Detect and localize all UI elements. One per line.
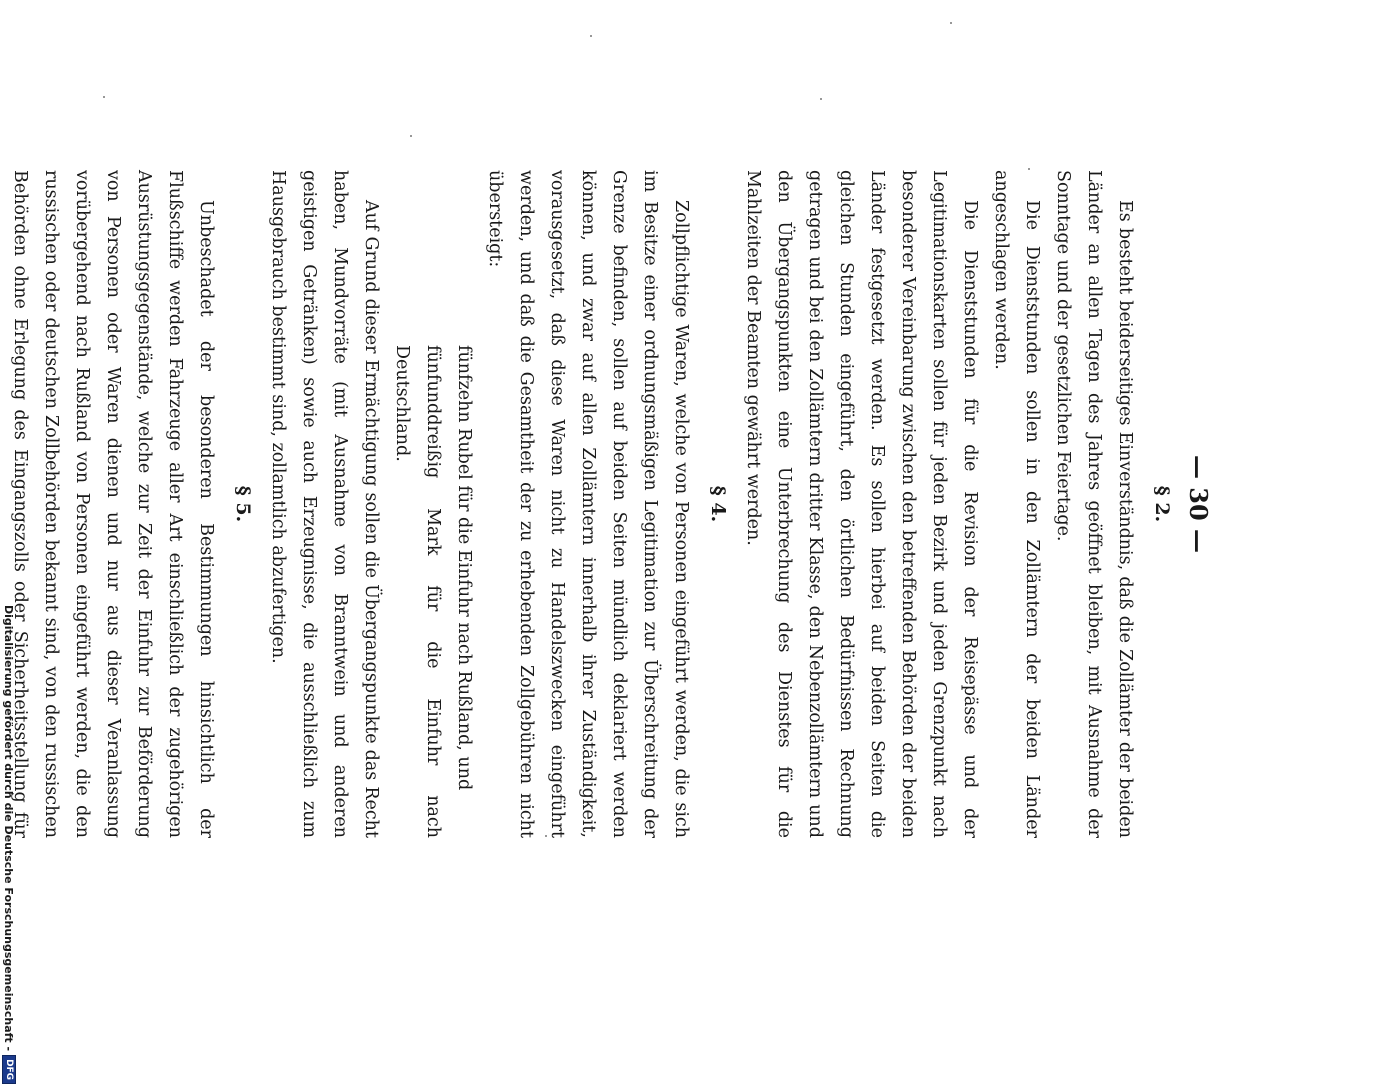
section-title-4: § 4. bbox=[707, 485, 729, 523]
page-header: — 30 — bbox=[1184, 454, 1213, 554]
paragraph: Unbeschadet der besonderen Bestimmungen hinsichtlich der Flußschiffe werden Fahrzeuge aller Art einschließlich der zugehörigen Ausrüstungsgegenstände, welche zur Zeit der Einfuhr zur Beförderung von Personen oder Waren dienen und nur aus dieser Veranlassung vorübergehend nach Rußland von Personen eingeführt werden, die den russischen oder deutschen Zollbehörden bekannt sind, von den russischen Behörden ohne Erlegung des Eingangszolls oder Sicherheitsstellung für bbox=[10, 170, 216, 838]
indented-line: fünfunddreißig Mark für die Einfuhr nach Deutschland. bbox=[392, 345, 443, 838]
paragraph: Auf Grund dieser Ermächtigung sollen die Übergangspunkte das Recht haben, Mundvorräte (mit Ausnahme von Branntwein und anderen geistigen Getränken) sowie auch Erzeugnisse, die ausschließlich zum Hausgebrauch bestimmt sind, zollamtlich abzufertigen. bbox=[268, 170, 381, 838]
scan-speck bbox=[103, 96, 105, 98]
scan-speck bbox=[410, 135, 412, 137]
scan-speck bbox=[820, 98, 822, 100]
credit-text: Digitalisierung gefördert durch die Deutsche Forschungsgemeinschaft - bbox=[2, 605, 16, 1052]
digitization-credit bbox=[2, 605, 16, 1081]
dfg-logo-icon: DFG bbox=[2, 1055, 16, 1084]
paragraph: Die Dienststunden sollen in den Zollämtern der beiden Länder angeschlagen werden. bbox=[991, 170, 1042, 838]
scan-speck bbox=[950, 22, 952, 24]
paragraph: Es besteht beiderseitiges Einverständnis, daß die Zollämter der beiden Länder an allen Tagen des Jahres geöffnet bleiben, mit Ausnahme der Sonntage und der gesetzlichen Feiertage. bbox=[1053, 170, 1135, 838]
page-content bbox=[10, 170, 1215, 838]
paragraph: Die Dienststunden für die Revision der Reisepässe und der Legitimationskarten sollen für jeden Bezirk und jeden Grenzpunkt nach besonderer Vereinbarung zwischen den betreffenden Behörden der beiden Länder festgesetzt werden. Es sollen hierbei auf beiden Seiten die gleichen Stunden eingeführt, den örtlichen Bedürfnissen Rechnung getragen und bei den Zollämtern dritter Klasse, den Nebenzollämtern und den Übergangspunkten eine Unterbrechung des Dienstes für die Mahlzeiten der Beamten gewährt werden. bbox=[743, 170, 980, 838]
indented-line: fünfzehn Rubel für die Einfuhr nach Rußland, und bbox=[454, 345, 474, 791]
section-title-2: § 2. bbox=[1151, 485, 1173, 523]
paragraph: Zollpflichtige Waren, welche von Personen eingeführt werden, die sich im Besitze einer ordnungsmäßigen Legitimation zur Überschreitung der Grenze befinden, sollen auf beiden Seiten mündlich deklariert werden können, und zwar auf allen Zollämtern innerhalb ihrer Zuständigkeit, vorausgesetzt, daß diese Waren nicht zu Handelszwecken eingeführt werden, und daß die Gesamtheit der zu erhebenden Zollgebühren nicht übersteigt: bbox=[485, 170, 691, 838]
section-title-5: § 5. bbox=[232, 485, 254, 523]
scan-speck bbox=[590, 35, 592, 37]
scan-speck bbox=[1028, 168, 1030, 170]
scan-speck bbox=[545, 835, 547, 837]
